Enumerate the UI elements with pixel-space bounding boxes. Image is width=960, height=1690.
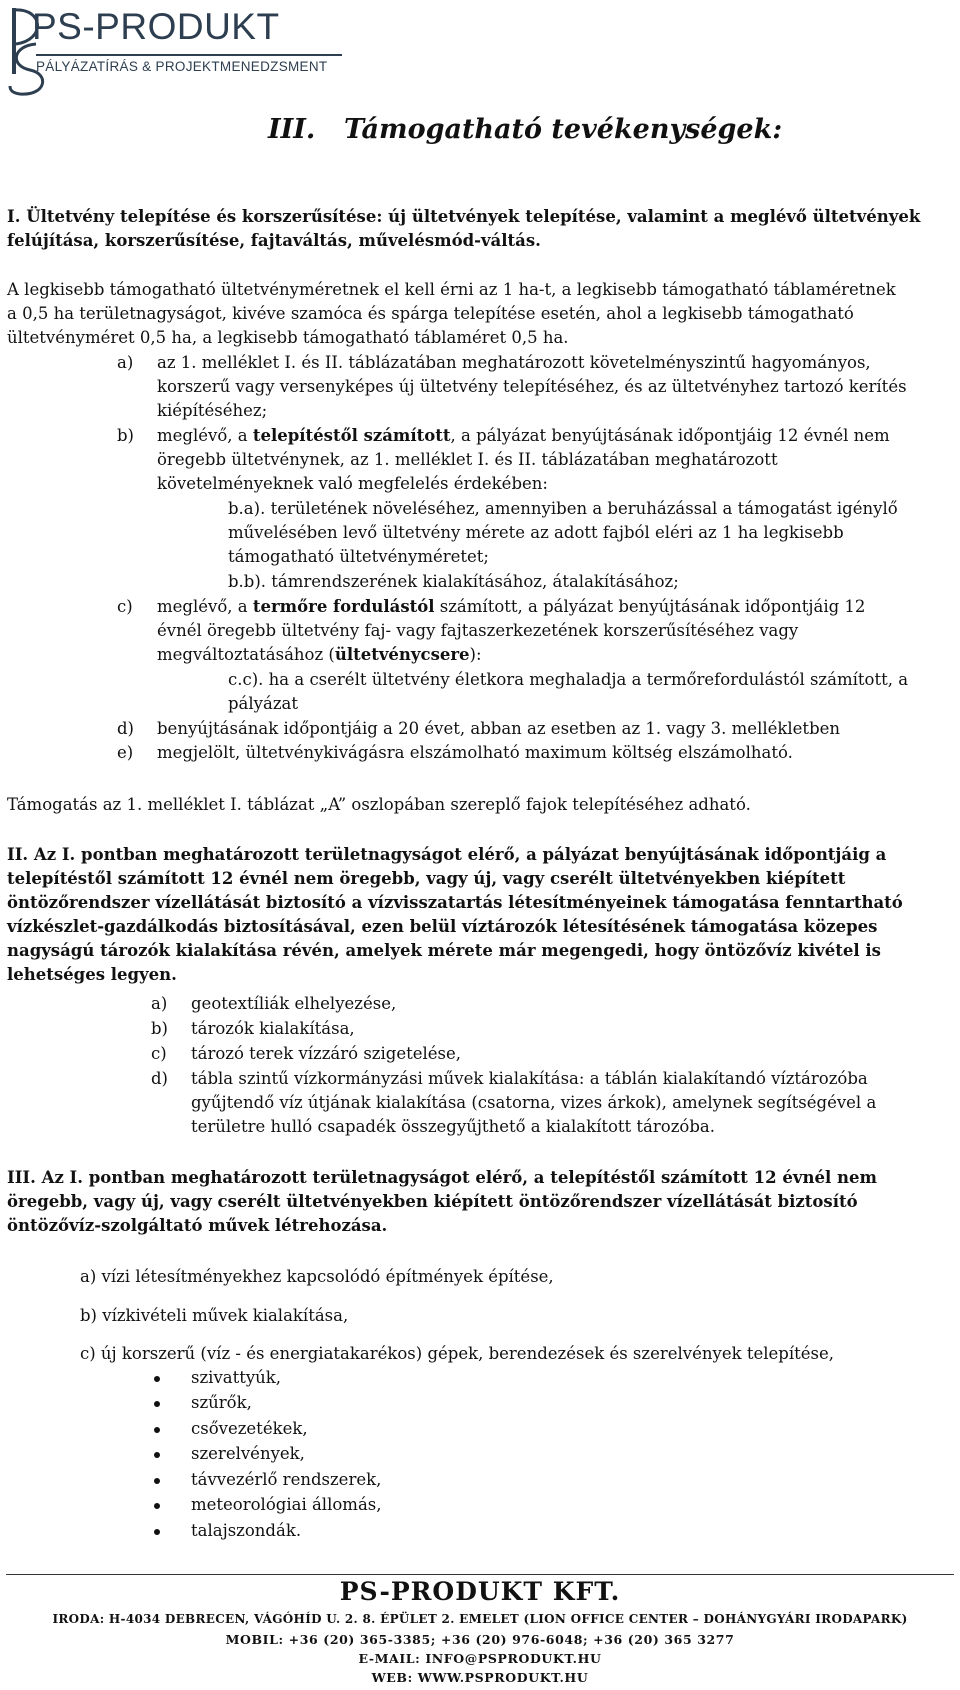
s1-b-line2: öregebb ültetvénynek, az 1. melléklet I. és II. táblázatában meghatározott [157,450,778,469]
s2-heading-line4: vízkészlet-gazdálkodás biztosításával, ezen belül víztározók létesítésének támogatása közepes [7,917,878,936]
logo-divider [36,54,342,56]
bullet-icon [154,1529,160,1535]
bullet-icon [154,1376,160,1382]
s1-c-line2: évnél öregebb ültetvény faj- vagy fajtaszerkezetének korszerűsítéséhez vagy [157,621,799,640]
s2-heading-line1: II. Az I. pontban meghatározott területnagyságot elérő, a pályázat benyújtásának időpontjáig a [7,845,887,864]
s2-heading-line3: öntözőrendszer vízellátását biztosító a vízvisszatartás létesítményeinek támogatása fenntartható [7,893,903,912]
s2-item-d-cont2: területre hulló csapadék összegyűjthető a kialakított tározóba. [191,1117,715,1136]
s1-cc-line2: pályázat [228,694,298,713]
s3-heading-line3: öntözővíz-szolgáltató művek létrehozása. [7,1216,388,1235]
s1-a-line3: kiépítéséhez; [157,401,268,420]
bullet-icon [154,1452,160,1458]
s3-item-c: c) új korszerű (víz - és energiatakarékos) gépek, berendezések és szerelvények telepítése, [80,1344,834,1363]
s1-e-label: e) [117,743,134,762]
s1-heading-line2: felújítása, korszerűsítése, fajtaváltás, művelésmód-váltás. [7,231,541,250]
footer-office: IRODA: H-4034 DEBRECEN, VÁGÓHÍD U. 2. 8. ÉPÜLET 2. EMELET (LION OFFICE CENTER – DOHÁNYGYÁRI IRODAPARK) [52,1612,908,1626]
s2-item-c-label: c) [151,1044,167,1063]
logo [6,4,346,100]
footer-company-name: PS-PRODUKT KFT. [339,1577,621,1606]
s1-a-line2: korszerű vagy versenyképes új ültetvény telepítéséhez, és az ültetvényhez tartozó kerítés [157,377,907,396]
s2-item-a-label: a) [151,994,168,1013]
section-number: III. [268,114,316,145]
s1-d-line: benyújtásának időpontjáig a 20 évet, abban az esetben az 1. vagy 3. mellékletben [157,719,841,738]
footer-divider [6,1574,954,1575]
s3-item-b: b) vízkivételi művek kialakítása, [80,1306,349,1325]
s1-a-label: a) [117,353,134,372]
s1-para-line1: A legkisebb támogatható ültetvényméretnek el kell érni az 1 ha-t, a legkisebb támogatható táblaméretnek [7,280,896,299]
s2-item-d-cont1: gyűjtendő víz útjának kialakítása (csatorna, vizes árkok), amelynek segítségével a [191,1093,877,1112]
s2-item-b-label: b) [151,1019,168,1038]
footer-web: WEB: WWW.PSPRODUKT.HU [371,1670,589,1685]
s2-heading-line2: telepítéstől számított 12 évnél nem öregebb, vagy új, vagy cserélt ültetvényekben kiépített [7,869,846,888]
s1-ba-line3: támogatható ültetvényméretet; [228,547,489,566]
s1-support-note: Támogatás az 1. melléklet I. táblázat „A” oszlopában szereplő fajok telepítéséhez adható. [7,795,751,814]
logo-tagline: PÁLYÁZATÍRÁS & PROJEKTMENEDZSMENT [36,59,328,74]
s2-item-c: tározó terek vízzáró szigetelése, [191,1044,462,1063]
s3-heading-line1: III. Az I. pontban meghatározott területnagyságot elérő, a telepítéstől számított 12 évnél nem [7,1168,877,1187]
logo-name: PS-PRODUKT [32,6,280,47]
s1-c-label: c) [117,597,133,616]
s1-e-line: megjelölt, ültetvénykivágásra elszámolható maximum költség elszámolható. [157,743,793,762]
s2-item-b: tározók kialakítása, [191,1019,355,1038]
s1-a-line1: az 1. melléklet I. és II. táblázatában meghatározott követelményszintű hagyományos, [157,353,871,372]
s1-para-line3: ültetvényméret 0,5 ha, a legkisebb támogatható táblaméret 0,5 ha. [7,328,569,347]
s2-item-d-label: d) [151,1069,168,1088]
s2-item-d: tábla szintű vízkormányzási művek kialakítása: a táblán kialakítandó víztározóba [191,1069,868,1088]
s3-heading-line2: öregebb, vagy új, vagy cserélt ültetvényekben kiépített öntözőrendszer vízellátását biztosító [7,1192,858,1211]
s1-b-line3: követelményeknek való megfelelés érdekében: [157,474,548,493]
bullet-icon [154,1427,160,1433]
bullet-icon [154,1503,160,1509]
page-title: Támogatható tevékenységek: [344,114,783,145]
s2-item-a: geotextíliák elhelyezése, [191,994,397,1013]
footer-email: E-MAIL: INFO@PSPRODUKT.HU [358,1651,602,1666]
bullet-icon [154,1478,160,1484]
s3-item-a: a) vízi létesítményekhez kapcsolódó építmények építése, [80,1267,554,1286]
s1-b-line1: meglévő, a telepítéstől számított, a pályázat benyújtásának időpontjáig 12 évnél nem [157,426,890,445]
s1-cc-line1: c.c). ha a cserélt ültetvény életkora meghaladja a termőrefordulástól számított, a [228,670,909,689]
s2-heading-line5: nagyságú tározók kialakítása révén, amelyek mérete már megengedi, hogy öntözővíz kivétel is [7,941,881,960]
s1-c-line3: megváltoztatásához (ültetvénycsere): [157,645,482,664]
footer-mobile: MOBIL: +36 (20) 365-3385; +36 (20) 976-6048; +36 (20) 365 3277 [225,1632,735,1647]
s1-ba-line1: b.a). területének növeléséhez, amennyiben a beruházással a támogatást igénylő [228,499,898,518]
s1-c-line1: meglévő, a termőre fordulástól számított, a pályázat benyújtásának időpontjáig 12 [157,597,866,616]
s1-d-label: d) [117,719,134,738]
s2-heading-line6: lehetséges legyen. [7,965,177,984]
s1-b-label: b) [117,426,134,445]
s1-heading-line1: I. Ültetvény telepítése és korszerűsítése: új ültetvények telepítése, valamint a meglévő ültetvények [7,207,921,226]
bullet-icon [154,1401,160,1407]
s1-para-line2: a 0,5 ha területnagyságot, kivéve szamóca és spárga telepítése esetén, ahol a legkisebb támogatható [7,304,854,323]
s1-bb-line: b.b). támrendszerének kialakításához, átalakításához; [228,572,679,591]
s1-ba-line2: művelésében levő ültetvény mérete az adott fajból eléri az 1 ha legkisebb [228,523,844,542]
